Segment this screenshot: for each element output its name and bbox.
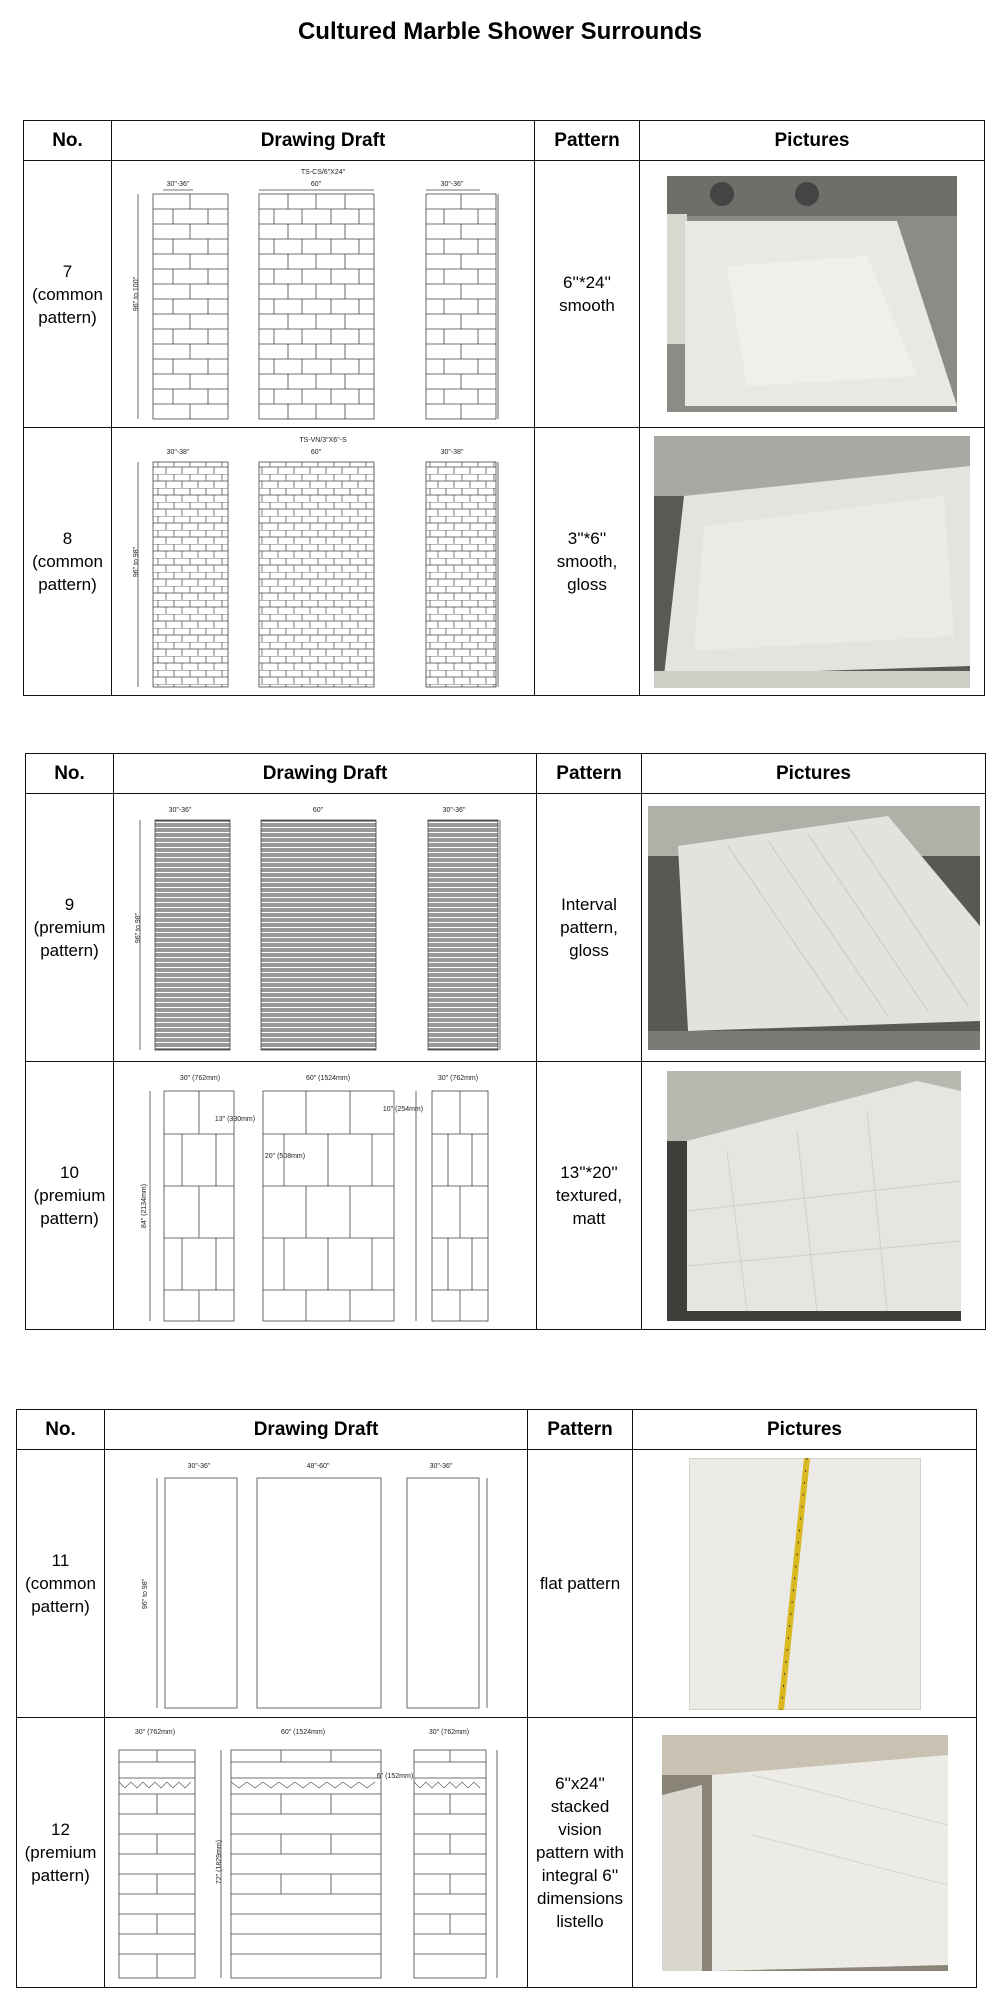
- height-dim: 96" to 98": [142, 1578, 149, 1609]
- picture-cell: [642, 1062, 986, 1330]
- spec-table-2: [25, 753, 986, 1330]
- dim-center: 60": [310, 448, 322, 456]
- product-photo-10: [667, 1071, 961, 1321]
- header-pictures: Pictures: [642, 754, 986, 794]
- row-kind: (premium pattern): [24, 1843, 97, 1885]
- dim-left: 30"-36": [166, 181, 190, 188]
- table-row: [17, 1450, 977, 1718]
- row-number: 7: [62, 261, 73, 281]
- dim-right: 30"-38": [440, 448, 464, 456]
- dim-center: 60": [312, 806, 324, 814]
- table-header-row: [17, 1410, 977, 1450]
- table-header-row: [24, 121, 985, 161]
- pattern-cell: flat pattern: [528, 1450, 633, 1718]
- row-number-cell: [17, 1450, 105, 1718]
- header-pattern: Pattern: [528, 1410, 633, 1450]
- pattern-cell: 3''*6'' smooth, gloss: [535, 428, 640, 696]
- pattern-cell: 13''*20'' textured, matt: [537, 1062, 642, 1330]
- dim-center: 60" (1524mm): [280, 1728, 326, 1736]
- picture-cell: [640, 428, 985, 696]
- drawing-draft-cell: [105, 1450, 528, 1718]
- pattern-cell: 6''*24'' smooth: [535, 161, 640, 428]
- drawing-draft-cell: [112, 161, 535, 428]
- spec-table-1: [23, 120, 985, 696]
- picture-cell: [640, 161, 985, 428]
- header-no: No.: [26, 754, 114, 794]
- dim-center: 48"-60": [306, 1462, 330, 1470]
- drawing-draft-7: [118, 164, 528, 424]
- drawing-draft-cell: [114, 1062, 537, 1330]
- drawing-draft-10: [120, 1066, 530, 1326]
- table-row: [26, 794, 986, 1062]
- product-photo-9: [648, 806, 980, 1050]
- table-row: [24, 161, 985, 428]
- picture-cell: [633, 1450, 977, 1718]
- height-dim: 96" to 100": [133, 276, 140, 312]
- height-dim: 84" (2134mm): [141, 1183, 148, 1228]
- row-number-cell: [24, 161, 112, 428]
- spec-table-3: [16, 1409, 977, 1988]
- row-number-cell: [24, 428, 112, 696]
- picture-cell: [642, 794, 986, 1062]
- product-photo-11: [689, 1458, 921, 1710]
- row-number: 10: [60, 1163, 79, 1182]
- drawing-draft-9: [120, 798, 530, 1058]
- product-photo-8: [654, 436, 970, 688]
- table-header-row: [26, 754, 986, 794]
- drawing-draft-12: [111, 1722, 521, 1984]
- row-number: 11: [51, 1551, 70, 1570]
- dim-center: 60": [310, 181, 322, 188]
- pattern-cell: Interval pattern, gloss: [537, 794, 642, 1062]
- note-13in: 13" (330mm): [214, 1115, 256, 1123]
- height-dim: 96" to 98": [133, 546, 140, 577]
- header-drawing-draft: Drawing Draft: [105, 1410, 528, 1450]
- dim-right: 30" (762mm): [428, 1728, 470, 1736]
- product-photo-7: [667, 176, 957, 412]
- header-drawing-draft: Drawing Draft: [112, 121, 535, 161]
- table-row: [17, 1718, 977, 1988]
- draft-label: TS-CS/6"X24": [300, 169, 346, 176]
- row-number: 9: [64, 895, 75, 914]
- note-20in: 20" (508mm): [264, 1152, 306, 1160]
- dim-right: 30" (762mm): [437, 1074, 479, 1082]
- header-pattern: Pattern: [537, 754, 642, 794]
- header-no: No.: [17, 1410, 105, 1450]
- row-number-cell: [26, 794, 114, 1062]
- row-kind: (premium pattern): [33, 1186, 106, 1228]
- drawing-draft-11: [111, 1454, 521, 1714]
- row-number-cell: [26, 1062, 114, 1330]
- picture-cell: [633, 1718, 977, 1988]
- dim-left: 30"-36": [168, 806, 192, 814]
- header-no: No.: [24, 121, 112, 161]
- header-drawing-draft: Drawing Draft: [114, 754, 537, 794]
- header-pattern: Pattern: [535, 121, 640, 161]
- row-number: 8: [62, 529, 73, 548]
- row-kind: (premium pattern): [33, 918, 106, 960]
- drawing-draft-cell: [112, 428, 535, 696]
- row-number: 12: [51, 1820, 70, 1839]
- table-row: [24, 428, 985, 696]
- dim-left: 30"-38": [166, 448, 190, 456]
- product-photo-12: [662, 1735, 948, 1971]
- row-kind: (common pattern): [32, 284, 103, 327]
- dim-center: 60" (1524mm): [305, 1074, 351, 1082]
- draft-label: TS-VN/3"X6"-S: [299, 436, 347, 444]
- dim-left: 30"-36": [187, 1462, 211, 1470]
- row-kind: (common pattern): [25, 1574, 96, 1616]
- note-10in: 10" (254mm): [382, 1105, 424, 1113]
- row-kind: (common pattern): [32, 552, 103, 594]
- pattern-cell: 6''x24'' stacked vision pattern with integral 6'' dimensions listello: [528, 1718, 633, 1988]
- header-pictures: Pictures: [633, 1410, 977, 1450]
- header-pictures: Pictures: [640, 121, 985, 161]
- dim-right: 30"-36": [440, 181, 464, 188]
- note-6in: 6" (152mm): [376, 1772, 414, 1780]
- dim-right: 30"-36": [442, 806, 466, 814]
- dim-left: 30" (762mm): [134, 1728, 176, 1736]
- height-dim: 72" (1829mm): [216, 1839, 223, 1884]
- dim-right: 30"-36": [429, 1462, 453, 1470]
- row-number-cell: [17, 1718, 105, 1988]
- page-title: Cultured Marble Shower Surrounds: [297, 18, 703, 45]
- drawing-draft-cell: [114, 794, 537, 1062]
- table-row: [26, 1062, 986, 1330]
- height-dim: 96" to 98": [135, 912, 142, 943]
- dim-left: 30" (762mm): [179, 1074, 221, 1082]
- drawing-draft-cell: [105, 1718, 528, 1988]
- drawing-draft-8: [118, 432, 528, 692]
